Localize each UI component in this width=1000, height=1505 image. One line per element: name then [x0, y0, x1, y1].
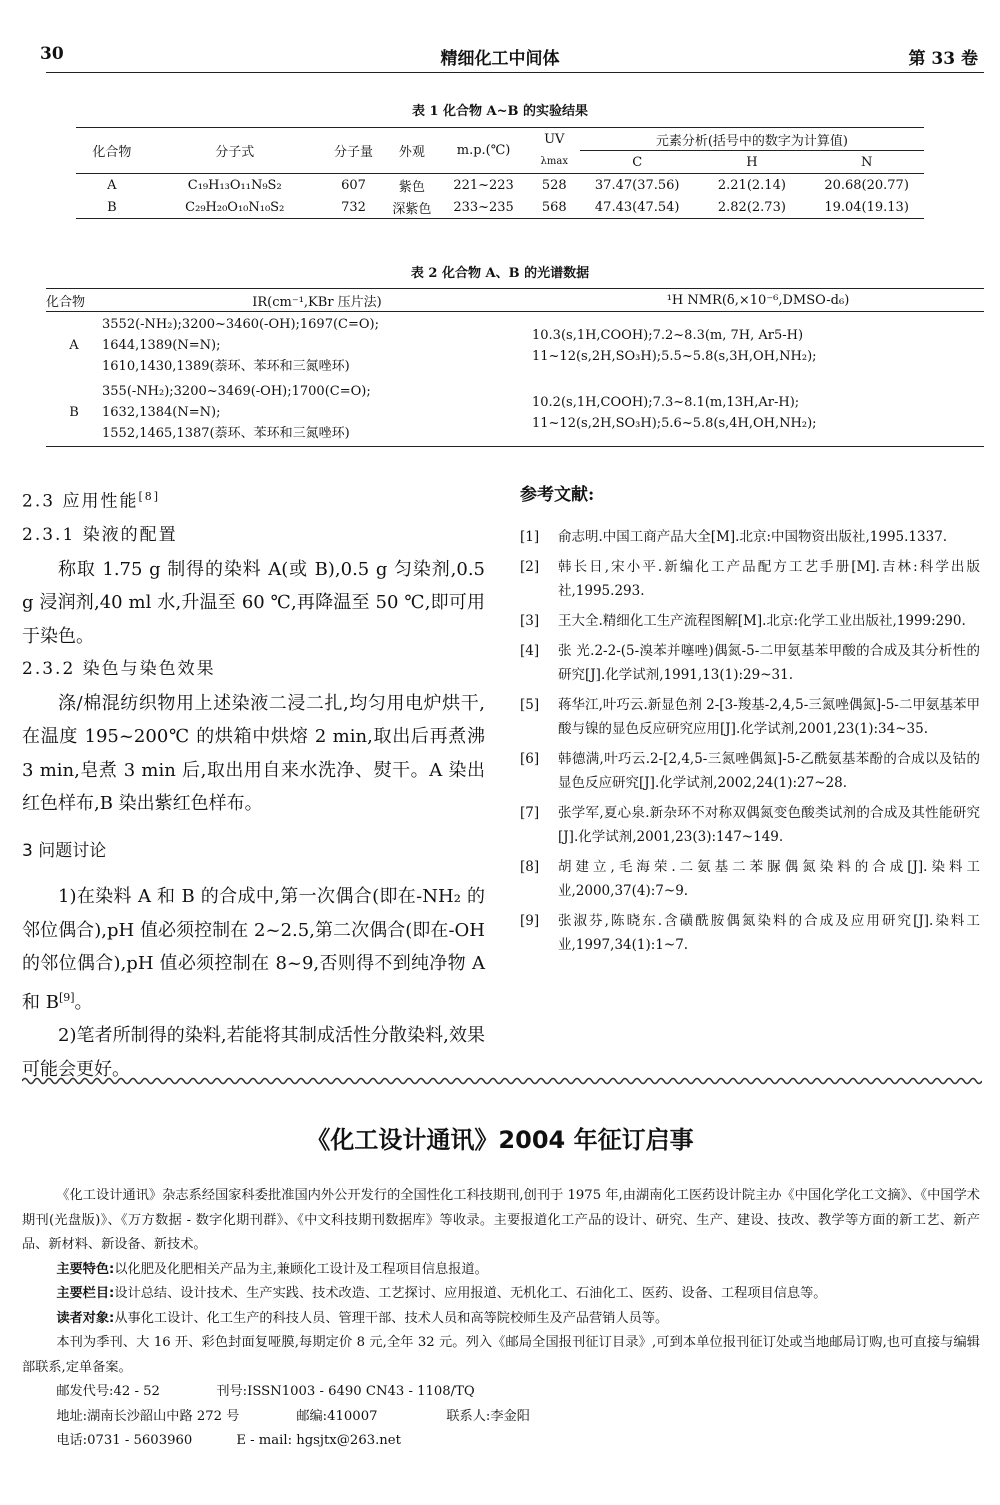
nmr-line: 10.2(s,1H,COOH);7.3~8.1(m,13H,Ar-H); [532, 394, 800, 410]
ir-line: 1552,1465,1387(萘环、苯环和三氮唑环) [102, 426, 350, 441]
reference-text: 张 光.2-2-(5-溴苯并噻唑)偶氮-5-二甲氨基苯甲酸的合成及其分析性的研究[J].化学试剂,1991,13(1):29~31. [558, 643, 980, 683]
reference-text: 韩德满,叶巧云.2-[2,4,5-三氮唑偶氮]-5-乙酰氨基苯酚的合成以及钴的显色反应研究[J].化学试剂,2002,24(1):27~28. [558, 751, 980, 791]
reference-number: [3] [520, 613, 540, 629]
t1-cell-n: 19.04(19.13) [809, 196, 924, 219]
reference-number: [5] [520, 697, 540, 713]
reference-item [520, 747, 980, 795]
reference-text: 韩长日,宋小平.新编化工产品配方工艺手册[M].吉林:科学出版社,1995.293. [558, 559, 980, 599]
reference-text: 张学军,夏心泉.新杂环不对称双偶氮变色酸类试剂的合成及其性能研究[J].化学试剂,2001,23(3):147~149. [558, 805, 980, 845]
table-row [46, 312, 984, 380]
t1-cell-uv: 568 [529, 196, 580, 219]
header-rule [46, 72, 984, 73]
reference-number: [8] [520, 859, 540, 875]
notice-codes [22, 1380, 980, 1405]
section-2-3-2-text: 涤/棉混纺织物用上述染液二浸二扎,均匀用电炉烘干,在温度 195~200℃ 的烘箱中烘熔 2 min,取出后再煮沸 3 min,皂煮 3 min 后,取出用自来水洗净、熨干。A 染出红色样布,B 染出紫红色样布。 [22, 692, 485, 815]
reference-item [520, 693, 980, 741]
table1-caption: 表 1 化合物 A~B 的实验结果 [411, 104, 589, 119]
t1-cell-mw: 732 [322, 196, 385, 219]
discussion-point-2: 2)笔者所制得的染料,若能将其制成活性分散染料,效果可能会更好。 [22, 1025, 485, 1080]
t2-cell-ir [102, 312, 532, 380]
ir-line: 1632,1384(N=N); [102, 405, 221, 420]
reference-item [520, 855, 980, 903]
wavy-divider [22, 1076, 982, 1086]
t1-header-appearance: 外观 [385, 128, 438, 174]
features-label: 主要特色: [56, 1261, 115, 1277]
contact-person: 联系人:李金阳 [446, 1408, 530, 1424]
notice-features: 主要特色:以化肥及化肥相关产品为主,兼顾化工设计及工程项目信息报道。 [56, 1261, 488, 1277]
phone: 电话:0731 - 5603960 [56, 1433, 193, 1448]
notice-columns: 主要栏目:设计总结、设计技术、生产实践、技术改造、工艺探讨、应用报道、无机化工、石油化工、医药、设备、工程项目信息等。 [56, 1286, 827, 1301]
page-number: 30 [40, 44, 64, 64]
t2-cell-nmr [532, 379, 984, 447]
section-2-3-heading: 2.3 应用性能[8] [22, 490, 161, 512]
reference-number: [1] [520, 529, 540, 545]
t1-header-elemental: 元素分析(括号中的数字为计算值) [580, 128, 924, 151]
t2-header-nmr: ¹H NMR(δ,×10⁻⁶,DMSO-d₆) [532, 289, 984, 312]
nmr-line: 11~12(s,2H,SO₃H);5.6~5.8(s,4H,OH,NH₂); [532, 415, 817, 431]
notice-readers: 读者对象:从事化工设计、化工生产的科技人员、管理干部、技术人员和高等院校师生及产品营销人员等。 [56, 1310, 669, 1326]
citation-8: [8] [138, 490, 161, 503]
t1-cell-compound: B [76, 196, 148, 219]
reference-text: 俞志明.中国工商产品大全[M].北京:中国物资出版社,1995.1337. [558, 529, 948, 545]
reference-text: 蒋华江,叶巧云.新显色剂 2-[3-羧基-2,4,5-三氮唑偶氮]-5-二甲氨基苯甲酸与镍的显色反应研究应用[J].化学试剂,2001,23(1):34~35. [558, 697, 980, 737]
ir-line: 1644,1389(N=N); [102, 338, 221, 353]
t1-cell-h: 2.82(2.73) [695, 196, 810, 219]
t1-header-mw: 分子量 [322, 128, 385, 174]
t1-cell-formula: C₁₉H₁₃O₁₁N₉S₂ [187, 177, 282, 193]
citation-9: [9] [58, 990, 75, 1004]
t2-cell-ir [102, 379, 532, 447]
nmr-line: 11~12(s,2H,SO₃H);5.5~5.8(s,3H,OH,NH₂); [532, 348, 817, 364]
table-row [76, 196, 924, 219]
t2-header-compound: 化合物 [46, 289, 102, 312]
reference-number: [6] [520, 751, 540, 767]
volume-number: 第 33 卷 [908, 49, 978, 69]
notice-title: 《化工设计通讯》2004 年征订启事 [306, 1126, 694, 1154]
discussion-point-1: 1)在染料 A 和 B 的合成中,第一次偶合(即在-NH₂ 的邻位偶合),pH 值必须控制在 2~2.5,第二次偶合(即在-OH 的邻位偶合),pH 值必须控制在 8~9,否则得不到纯净物 A 和 B[9]。 [22, 886, 485, 1013]
reference-text: 胡建立,毛海荣.二氨基二苯脲偶氮染料的合成[J].染料工业,2000,37(4):7~9. [558, 859, 980, 899]
references [520, 480, 980, 963]
t2-cell-compound: B [46, 379, 102, 447]
t1-cell-mw: 607 [341, 177, 366, 193]
left-column [22, 480, 485, 1086]
t1-cell-compound: A [107, 177, 117, 193]
t1-header-n: N [860, 154, 873, 170]
address: 地址:湖南长沙韶山中路 272 号 [56, 1408, 240, 1424]
ir-line: 355(-NH₂);3200~3469(-OH);1700(C=O); [102, 384, 371, 399]
readers-label: 读者对象: [56, 1310, 115, 1326]
notice-address [22, 1405, 980, 1430]
t2-cell-compound: A [69, 338, 79, 353]
notice-phone-email [22, 1429, 980, 1454]
reference-number: [4] [520, 643, 540, 659]
table1 [76, 127, 924, 219]
section-2-3-2-heading: 2.3.2 染色与染色效果 [22, 659, 216, 680]
reference-number: [2] [520, 559, 540, 575]
section-2-3-1-heading: 2.3.1 染液的配置 [22, 525, 178, 546]
reference-item [520, 801, 980, 849]
t1-header-compound: 化合物 [76, 128, 148, 174]
t2-header-ir: IR(cm⁻¹,KBr 压片法) [102, 289, 532, 312]
reference-item [520, 555, 980, 603]
t1-header-mp: m.p.(℃) [439, 128, 529, 174]
zip-code: 邮编:410007 [296, 1408, 378, 1424]
t1-cell-c: 47.43(47.54) [580, 196, 695, 219]
notice-intro: 《化工设计通讯》杂志系经国家科委批准国内外公开发行的全国性化工科技期刊,创刊于 1975 年,由湖南化工医药设计院主办《中国化学化工文摘》、《中国学术期刊(光盘版)》、《万方数据 - 数字化期刊群》、《中文科技期刊数据库》等收录。主要报道化工产品的设计、研究、生产、建设、技改、教学等方面的新工艺、新产品、新材料、新设备、新技术。 [22, 1188, 980, 1252]
table-row [46, 379, 984, 447]
ir-line: 1610,1430,1389(萘环、苯环和三氮唑环) [102, 359, 350, 374]
nmr-line: 10.3(s,1H,COOH);7.2~8.3(m, 7H, Ar5-H) [532, 327, 804, 343]
t1-header-h: H [746, 154, 758, 170]
reference-text: 王大全.精细化工生产流程图解[M].北京:化学工业出版社,1999:290. [558, 613, 966, 629]
email: E - mail: hgsjtx@263.net [236, 1433, 401, 1448]
references-title: 参考文献: [520, 485, 595, 505]
t1-header-uv: UV [529, 128, 580, 151]
reference-item [520, 909, 980, 957]
journal-title: 精细化工中间体 [440, 49, 560, 69]
reference-item [520, 609, 980, 633]
issn: 刊号:ISSN1003 - 6490 CN43 - 1108/TQ [216, 1384, 475, 1399]
section-2-3-1-text: 称取 1.75 g 制得的染料 A(或 B),0.5 g 匀染剂,0.5 g 浸润剂,40 ml 水,升温至 60 ℃,再降温至 50 ℃,即可用于染色。 [22, 558, 485, 647]
postal-code: 邮发代号:42 - 52 [56, 1384, 160, 1399]
t1-header-c: C [632, 154, 643, 170]
columns-label: 主要栏目: [56, 1286, 115, 1301]
reference-item [520, 639, 980, 687]
reference-text: 张淑芬,陈晓东.含磺酰胺偶氮染料的合成及应用研究[J].染料工业,1997,34(1):1~7. [558, 913, 980, 953]
table2 [46, 288, 984, 447]
t1-cell-n: 20.68(20.77) [824, 177, 909, 193]
reference-number: [7] [520, 805, 540, 821]
table-row [76, 174, 924, 197]
t1-cell-appearance: 深紫色 [385, 196, 438, 219]
section-3-heading: 3 问题讨论 [22, 840, 107, 861]
notice-body [22, 1184, 980, 1454]
notice-subscription: 本刊为季刊、大 16 开、彩色封面复哑膜,每期定价 8 元,全年 32 元。列入《邮局全国报刊征订目录》,可到本单位报刊征订处或当地邮局订购,也可直接与编辑部联系,定单备案。 [22, 1335, 980, 1375]
t1-cell-mp: 233~235 [439, 196, 529, 219]
t1-cell-c: 37.47(37.56) [594, 177, 680, 193]
ir-line: 3552(-NH₂);3200~3460(-OH);1697(C=O); [102, 317, 379, 332]
t2-cell-nmr [532, 312, 984, 380]
t1-cell-appearance: 紫色 [398, 179, 425, 195]
reference-number: [9] [520, 913, 540, 929]
t1-cell-uv: 528 [541, 177, 567, 193]
t1-cell-h: 2.21(2.14) [717, 177, 786, 193]
t1-cell-formula: C₂₉H₂₀O₁₀N₁₀S₂ [148, 196, 322, 219]
reference-item [520, 525, 980, 549]
t1-cell-mp: 221~223 [453, 177, 514, 193]
t1-header-formula: 分子式 [148, 128, 322, 174]
table2-caption: 表 2 化合物 A、B 的光谱数据 [410, 266, 590, 281]
t1-header-lambda: λmax [540, 156, 568, 168]
